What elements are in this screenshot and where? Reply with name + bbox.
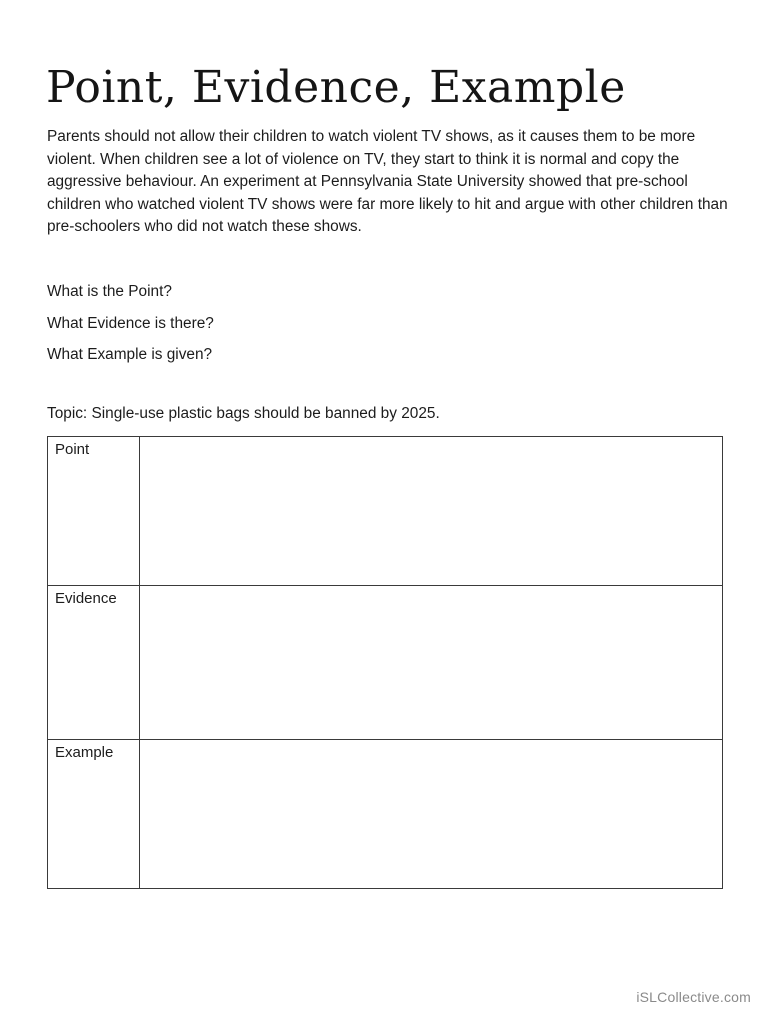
table-row-example	[48, 740, 723, 889]
topic-statement: Topic: Single-use plastic bags should be banned by 2025.	[47, 405, 440, 422]
table-row-point	[48, 437, 723, 586]
reading-paragraph: Parents should not allow their children to watch violent TV shows, as it causes them to be more violent. When children see a lot of violence on TV, they start to think it is normal and copy the aggressive behaviour. An experiment at Pennsylvania State University showed that pre-school children who watched violent TV shows were far more likely to hit and argue with other children than pre-schoolers who did not watch these shows.	[47, 128, 728, 236]
label-evidence: Evidence	[55, 590, 117, 607]
label-example: Example	[55, 744, 114, 761]
site-watermark: iSLCollective.com	[636, 989, 751, 1005]
answer-cell-evidence[interactable]	[140, 586, 723, 740]
label-point: Point	[55, 441, 90, 458]
label-cell-example	[48, 740, 140, 889]
page-title: Point, Evidence, Example	[46, 62, 626, 113]
answer-cell-point[interactable]	[140, 437, 723, 586]
label-cell-evidence	[48, 586, 140, 740]
pee-table	[47, 436, 723, 889]
question-evidence: What Evidence is there?	[47, 315, 214, 332]
answer-cell-example[interactable]	[140, 740, 723, 889]
table-row-evidence	[48, 586, 723, 740]
question-example: What Example is given?	[47, 346, 213, 363]
question-point: What is the Point?	[47, 283, 172, 300]
label-cell-point	[48, 437, 140, 586]
